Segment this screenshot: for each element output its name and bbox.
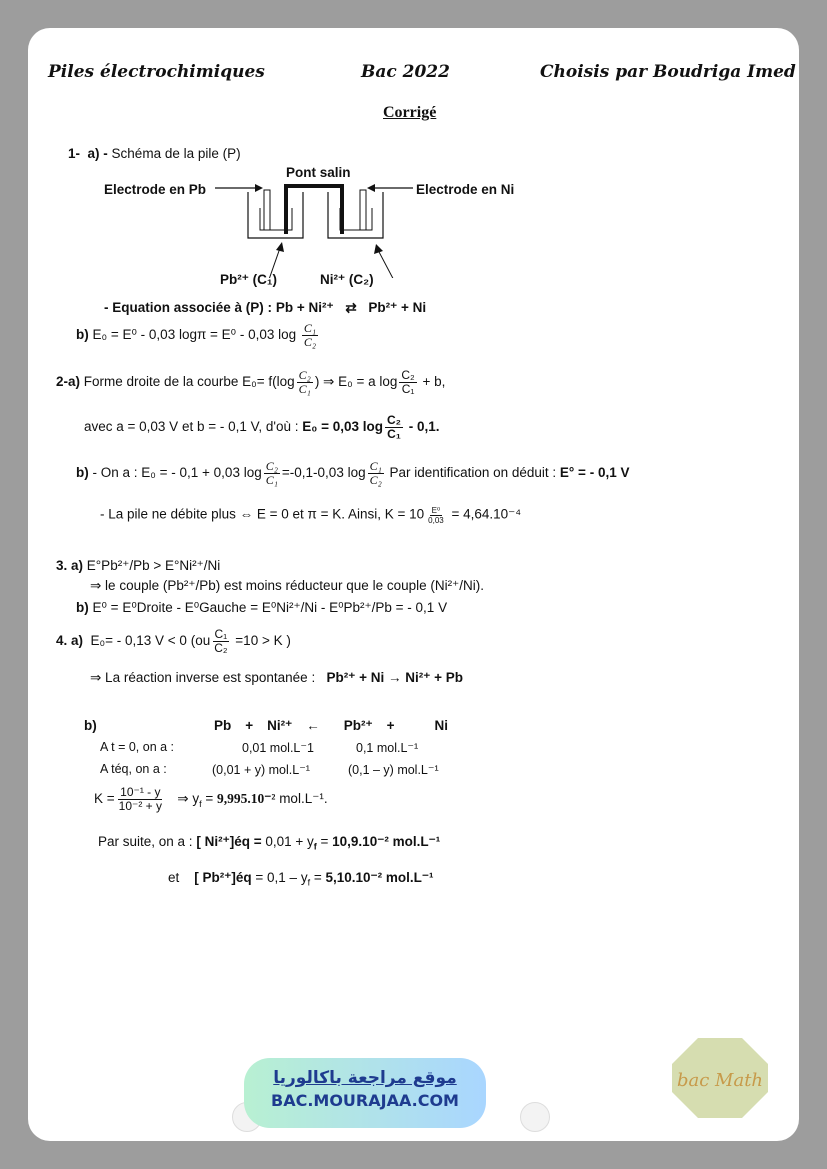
- table-head-cell: +: [245, 718, 254, 733]
- q4-row1-v2: 0,1 mol.L⁻¹: [356, 741, 419, 755]
- q4-row1-label: A t = 0, on a :: [100, 740, 175, 754]
- q4-et-line: et [ Pb²⁺]éq = $0,1 - y_f = 5,10.10^{-2}$ mol.L⁻¹: [168, 870, 434, 888]
- header-author: Choisis par Boudriga Imed: [540, 62, 796, 82]
- right-beaker: [328, 192, 383, 238]
- equilibrium-arrow-icon: ⇄: [345, 300, 357, 315]
- q2-b-line: b) - On a : E₀ = - 0,1 + 0,03 log $\frac{\text{C₂}}{\text{C₁}}$ =-0,1-0,03 log $\frac{\text{C₁}}{\text{C₂}}$ Par identification on déduit : E° = - 0,1 V: [76, 459, 630, 487]
- q4-row1-v1: 0,01 mol.L⁻1: [242, 741, 314, 755]
- q1-heading: 1- a) - Schéma de la pile (P): [68, 146, 241, 161]
- table-head-cell: +: [386, 718, 395, 733]
- ni-electrode: [360, 190, 366, 230]
- arrow-ni-solution: [378, 250, 398, 278]
- footer-logo-right-icon: [520, 1102, 550, 1132]
- diagram-pont-label: Pont salin: [286, 165, 351, 180]
- q4-row2-label: A téq, on a :: [100, 762, 167, 776]
- header-subject: Piles électrochimiques: [48, 62, 265, 82]
- q4-k-line: K = $\frac{\text{10⁻¹ - y}}{\text{10⁻² + y}}$ ⇒ $y_f = 9,995.10^{-2}$ mol.L⁻¹.: [94, 785, 328, 813]
- q2-pile-line: - La pile ne débite plus ⇔ E = 0 et π = K. Ainsi, K = 10 $\frac{\text{E⁰}}{0,03}$ = 4,64.10⁻⁴: [100, 506, 522, 525]
- table-head-cell: ←: [306, 718, 320, 733]
- q4-row2-v2: (0,1 – y) mol.L⁻¹: [348, 763, 439, 777]
- table-head-cell: Ni²⁺: [267, 718, 293, 733]
- cell-diagram: [208, 178, 418, 278]
- page-title: Corrigé: [383, 104, 437, 121]
- q4-table-head: [214, 718, 474, 734]
- q1-b-line: b) E₀ = E⁰ - 0,03 logπ = E⁰ - 0,03 log $\frac{\text{C₁}}{\text{C₂}}$: [76, 321, 317, 349]
- salt-bridge: [286, 186, 342, 234]
- table-head-cell: Ni: [434, 718, 449, 733]
- q4-a-line: 4. a) E₀= - 0,13 V < 0 (ou $\frac{\text{C₁}}{\text{C₂}}$ =10 > K ): [56, 627, 291, 655]
- q4-row2-v1: (0,01 + y) mol.L⁻¹: [212, 763, 310, 777]
- header-exam: Bac 2022: [361, 62, 450, 82]
- q3-b-line: b) E⁰ = E⁰Droite - E⁰Gauche = E⁰Ni²⁺/Ni - E⁰Pb²⁺/Pb = - 0,1 V: [76, 600, 448, 615]
- left-beaker: [248, 192, 303, 238]
- footer-arabic-text: موقع مراجعة باكالوريا: [273, 1068, 457, 1088]
- table-head-cell: Pb²⁺: [343, 718, 373, 733]
- diagram-ni-ion-label: Ni²⁺ (C₂): [320, 272, 374, 287]
- q1-equation: - Equation associée à (P) : Pb + Ni²⁺ ⇄ Pb²⁺ + Ni: [104, 300, 427, 315]
- pb-electrode: [264, 190, 270, 230]
- q2-avec-line: avec a = 0,03 V et b = - 0,1 V, d'où : E₀ = 0,03 log $\frac{\text{C₂}}{\text{C₁}}$ - 0,1.: [84, 413, 440, 441]
- diagram-left-electrode: Electrode en Pb: [104, 182, 207, 197]
- diagram-pb-ion-label: Pb²⁺ (C₁): [220, 272, 277, 287]
- footer-url[interactable]: BAC.MOURAJAA.COM: [271, 1091, 459, 1110]
- q4-b-label: b): [84, 718, 97, 733]
- table-head-cell: Pb: [214, 718, 232, 733]
- q4-a-line2: ⇒ La réaction inverse est spontanée : Pb²⁺ + Ni → Ni²⁺ + Pb: [90, 670, 463, 685]
- bac-math-badge: [670, 1036, 770, 1120]
- q3-a-line2: ⇒ le couple (Pb²⁺/Pb) est moins réducteur que le couple (Ni²⁺/Ni).: [90, 578, 484, 593]
- badge-text: bac Math: [676, 1070, 764, 1091]
- diagram-right-electrode: Electrode en Ni: [416, 182, 515, 197]
- q4-suite-line: Par suite, on a : [ Ni²⁺]éq = $0,01 + y_f = 10,9.10^{-2}$ mol.L⁻¹: [98, 834, 441, 852]
- q3-a-line: 3. a) E°Pb²⁺/Pb > E°Ni²⁺/Ni: [56, 558, 221, 573]
- q2-a-line: 2-a) Forme droite de la courbe E₀= f(log $\frac{\text{C₂}}{\text{C₁}}$ ) ⇒ E₀ = a log $\frac{\text{C₂}}{\text{C₁}}$ + b,: [56, 368, 446, 396]
- footer-banner[interactable]: [244, 1058, 486, 1128]
- document-page: [28, 28, 799, 1141]
